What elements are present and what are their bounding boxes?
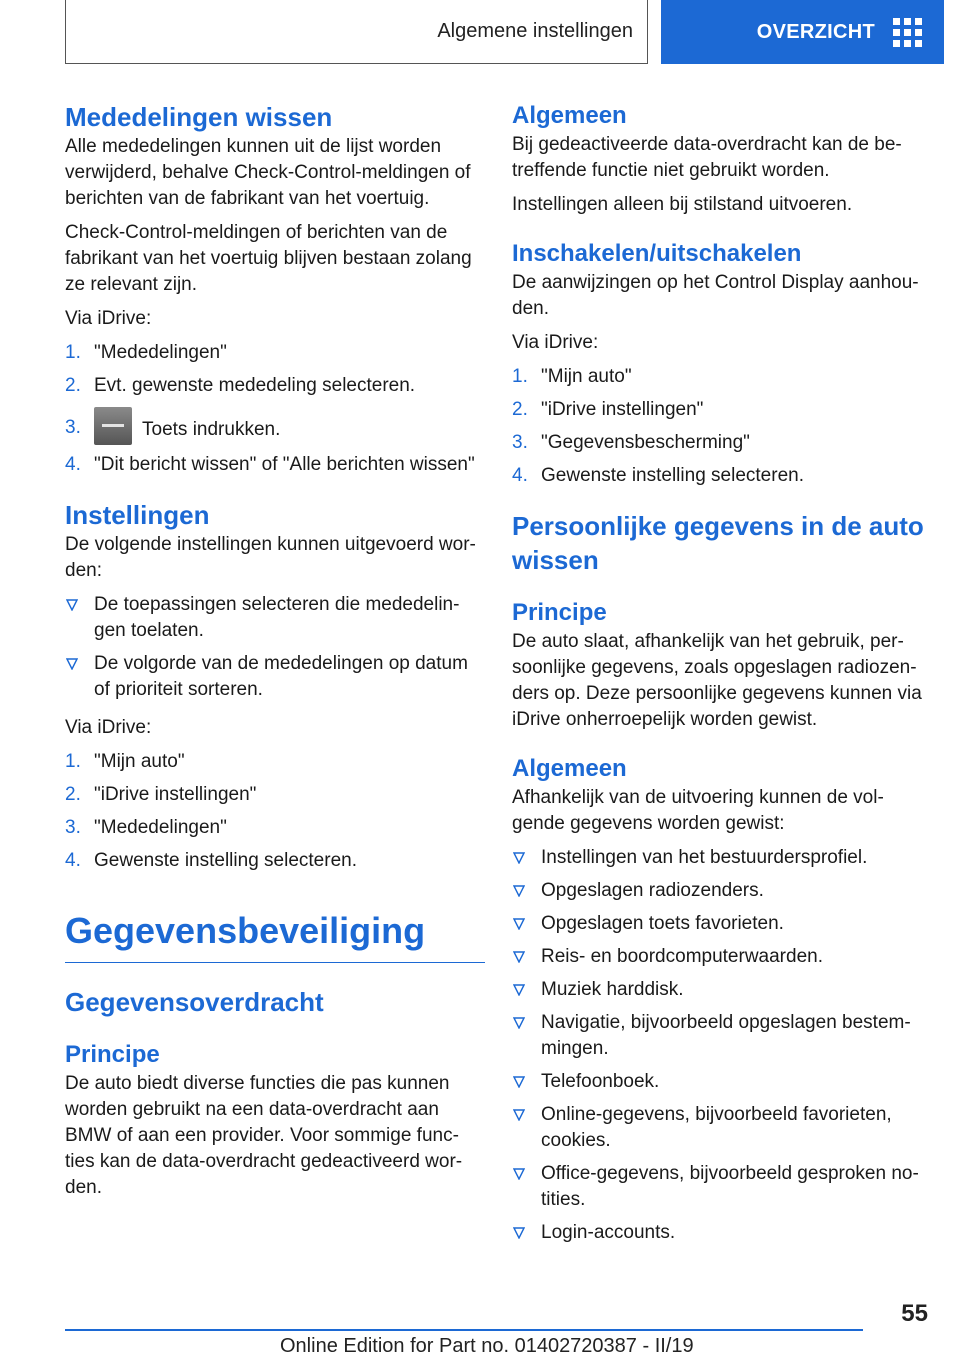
list-item: [512, 1161, 932, 1213]
step-text: Evt. gewenste mededeling selecteren.: [94, 375, 416, 396]
list-item: [65, 340, 485, 366]
paragraph: De volgende instellingen kunnen uitgevoerd wor‐den:: [65, 534, 476, 581]
list-item: [512, 845, 932, 871]
list-item: [512, 397, 932, 423]
list-item: [65, 782, 485, 808]
list-item: [65, 415, 485, 445]
paragraph: Alle mededelingen kunnen uit de lijst worden verwijderd, behalve Check-Control-meldingen of berichten van de fabrikant van het voertuig.: [65, 136, 471, 209]
bullet-text: Opgeslagen toets favorieten.: [541, 913, 784, 934]
paragraph: Via iDrive:: [512, 332, 599, 353]
bullet-text: De volgorde van de mededelingen op datum of prioriteit sorteren.: [94, 653, 468, 700]
step-number: 2.: [65, 784, 81, 805]
list-item: [512, 430, 932, 456]
triangle-bullet-icon: [513, 1109, 525, 1121]
footer-divider: [65, 1329, 863, 1331]
list-item: [512, 1069, 932, 1095]
step-text: Gewenste instelling selecteren.: [541, 465, 804, 486]
bullet-text: Online-gegevens, bijvoorbeeld favorieten, cookies.: [541, 1104, 892, 1151]
triangle-bullet-icon: [513, 984, 525, 996]
heading-persoonlijke-gegevens-wissen: Persoonlijke gegevens in de auto wissen: [512, 511, 924, 575]
list-item: [512, 364, 932, 390]
list-item: [512, 1102, 932, 1154]
paragraph: Check-Control-meldingen of berichten van de fabrikant van het voertuig blijven bestaan zolang ze relevant zijn.: [65, 222, 472, 295]
steps-list: [65, 340, 485, 478]
bullet-text: De toepassingen selecteren die mededelin‐gen toelaten.: [94, 594, 460, 641]
bullet-text: Login-accounts.: [541, 1222, 676, 1243]
list-item: [512, 944, 932, 970]
heading-instellingen: Instellingen: [65, 500, 210, 530]
step-text: "Gegevensbescherming": [541, 432, 750, 453]
list-item: [65, 815, 485, 841]
step-text: "Mijn auto": [94, 751, 185, 772]
step-text: "iDrive instellingen": [94, 784, 257, 805]
paragraph: De aanwijzingen op het Control Display aanhou‐den.: [512, 272, 919, 319]
grid-menu-icon: [893, 18, 922, 47]
bullet-text: Office-gegevens, bijvoorbeeld gesproken no‐tities.: [541, 1163, 919, 1210]
step-number: 4.: [512, 465, 528, 486]
triangle-bullet-icon: [513, 885, 525, 897]
step-number: 1.: [65, 342, 81, 363]
step-text: "iDrive instellingen": [541, 399, 704, 420]
step-number: 1.: [65, 751, 81, 772]
list-item: [65, 651, 485, 703]
step-number: 3.: [65, 817, 81, 838]
triangle-bullet-icon: [513, 1227, 525, 1239]
step-number: 2.: [65, 375, 81, 396]
list-item: [512, 911, 932, 937]
bullet-text: Muziek harddisk.: [541, 979, 684, 1000]
bullet-text: Instellingen van het bestuurdersprofiel.: [541, 847, 868, 868]
step-text: Gewenste instelling selecteren.: [94, 850, 357, 871]
left-column: [65, 100, 485, 1209]
triangle-bullet-icon: [66, 658, 78, 670]
list-item: [65, 749, 485, 775]
list-item: [65, 452, 485, 478]
step-number: 3.: [65, 417, 81, 438]
bullet-text: Reis- en boordcomputerwaarden.: [541, 946, 823, 967]
heading-algemeen: Algemeen: [512, 755, 627, 782]
paragraph: Bij gedeactiveerde data-overdracht kan de be‐treffende functie niet gebruikt worden.: [512, 134, 902, 181]
section-title: Algemene instellingen: [437, 20, 633, 42]
bullet-text: Telefoonboek.: [541, 1071, 660, 1092]
overview-tab[interactable]: [661, 0, 944, 64]
heading-mededelingen-wissen: Mededelingen wissen: [65, 102, 333, 132]
step-number: 1.: [512, 366, 528, 387]
steps-list: [65, 749, 485, 874]
paragraph: Instellingen alleen bij stilstand uitvoeren.: [512, 194, 853, 215]
triangle-bullet-icon: [513, 1076, 525, 1088]
list-item: [65, 592, 485, 644]
right-column: [512, 100, 932, 1258]
list-item: [512, 1010, 932, 1062]
triangle-bullet-icon: [513, 951, 525, 963]
paragraph: Via iDrive:: [65, 308, 152, 329]
overview-label: OVERZICHT: [756, 20, 875, 43]
list-item: [512, 977, 932, 1003]
heading-principe: Principe: [512, 599, 607, 626]
list-item: [512, 1220, 932, 1246]
triangle-bullet-icon: [66, 599, 78, 611]
step-number: 4.: [65, 454, 81, 475]
step-number: 2.: [512, 399, 528, 420]
bullet-list: [65, 592, 485, 703]
step-number: 4.: [65, 850, 81, 871]
step-text: "Mededelingen": [94, 342, 227, 363]
edition-text: Online Edition for Part no. 01402720387 - II/19: [280, 1335, 694, 1357]
step-text: "Mededelingen": [94, 817, 227, 838]
bullet-list: [512, 845, 932, 1246]
step-text: Toets indrukken.: [142, 419, 281, 441]
bullet-text: Navigatie, bijvoorbeeld opgeslagen bestem‐mingen.: [541, 1012, 911, 1059]
triangle-bullet-icon: [513, 852, 525, 864]
list-item: [65, 373, 485, 399]
heading-algemeen: Algemeen: [512, 102, 627, 129]
paragraph: De auto biedt diverse functies die pas kunnen worden gebruikt na een data-overdracht aan BMW of aan een provider. Voor sommige func‐ties kan de data-overdracht gedeactiveerd wor‐den.: [65, 1073, 463, 1198]
heading-gegevensbeveiliging: Gegevensbeveiliging: [65, 908, 485, 963]
option-button-icon: [94, 407, 132, 445]
step-number: 3.: [512, 432, 528, 453]
paragraph: De auto slaat, afhankelijk van het gebruik, per‐soonlijke gegevens, zoals opgeslagen radiozen‐ders op. Deze persoonlijke gegevens kunnen via iDrive onherroepelijk worden gewist.: [512, 631, 922, 730]
heading-gegevensoverdracht: Gegevensoverdracht: [65, 987, 324, 1017]
list-item: [65, 848, 485, 874]
paragraph: Afhankelijk van de uitvoering kunnen de vol‐gende gegevens worden gewist:: [512, 787, 884, 834]
heading-principe: Principe: [65, 1041, 160, 1068]
bullet-text: Opgeslagen radiozenders.: [541, 880, 764, 901]
step-text: "Dit bericht wissen" of "Alle berichten wissen": [94, 454, 475, 475]
triangle-bullet-icon: [513, 918, 525, 930]
heading-inschakelen-uitschakelen: Inschakelen/uitschakelen: [512, 240, 802, 267]
list-item: [512, 878, 932, 904]
steps-list: [512, 364, 932, 489]
step-text: "Mijn auto": [541, 366, 632, 387]
triangle-bullet-icon: [513, 1017, 525, 1029]
page-number: 55: [901, 1300, 928, 1327]
triangle-bullet-icon: [513, 1168, 525, 1180]
list-item: [512, 463, 932, 489]
header-section-title: [65, 0, 648, 64]
paragraph: Via iDrive:: [65, 717, 152, 738]
